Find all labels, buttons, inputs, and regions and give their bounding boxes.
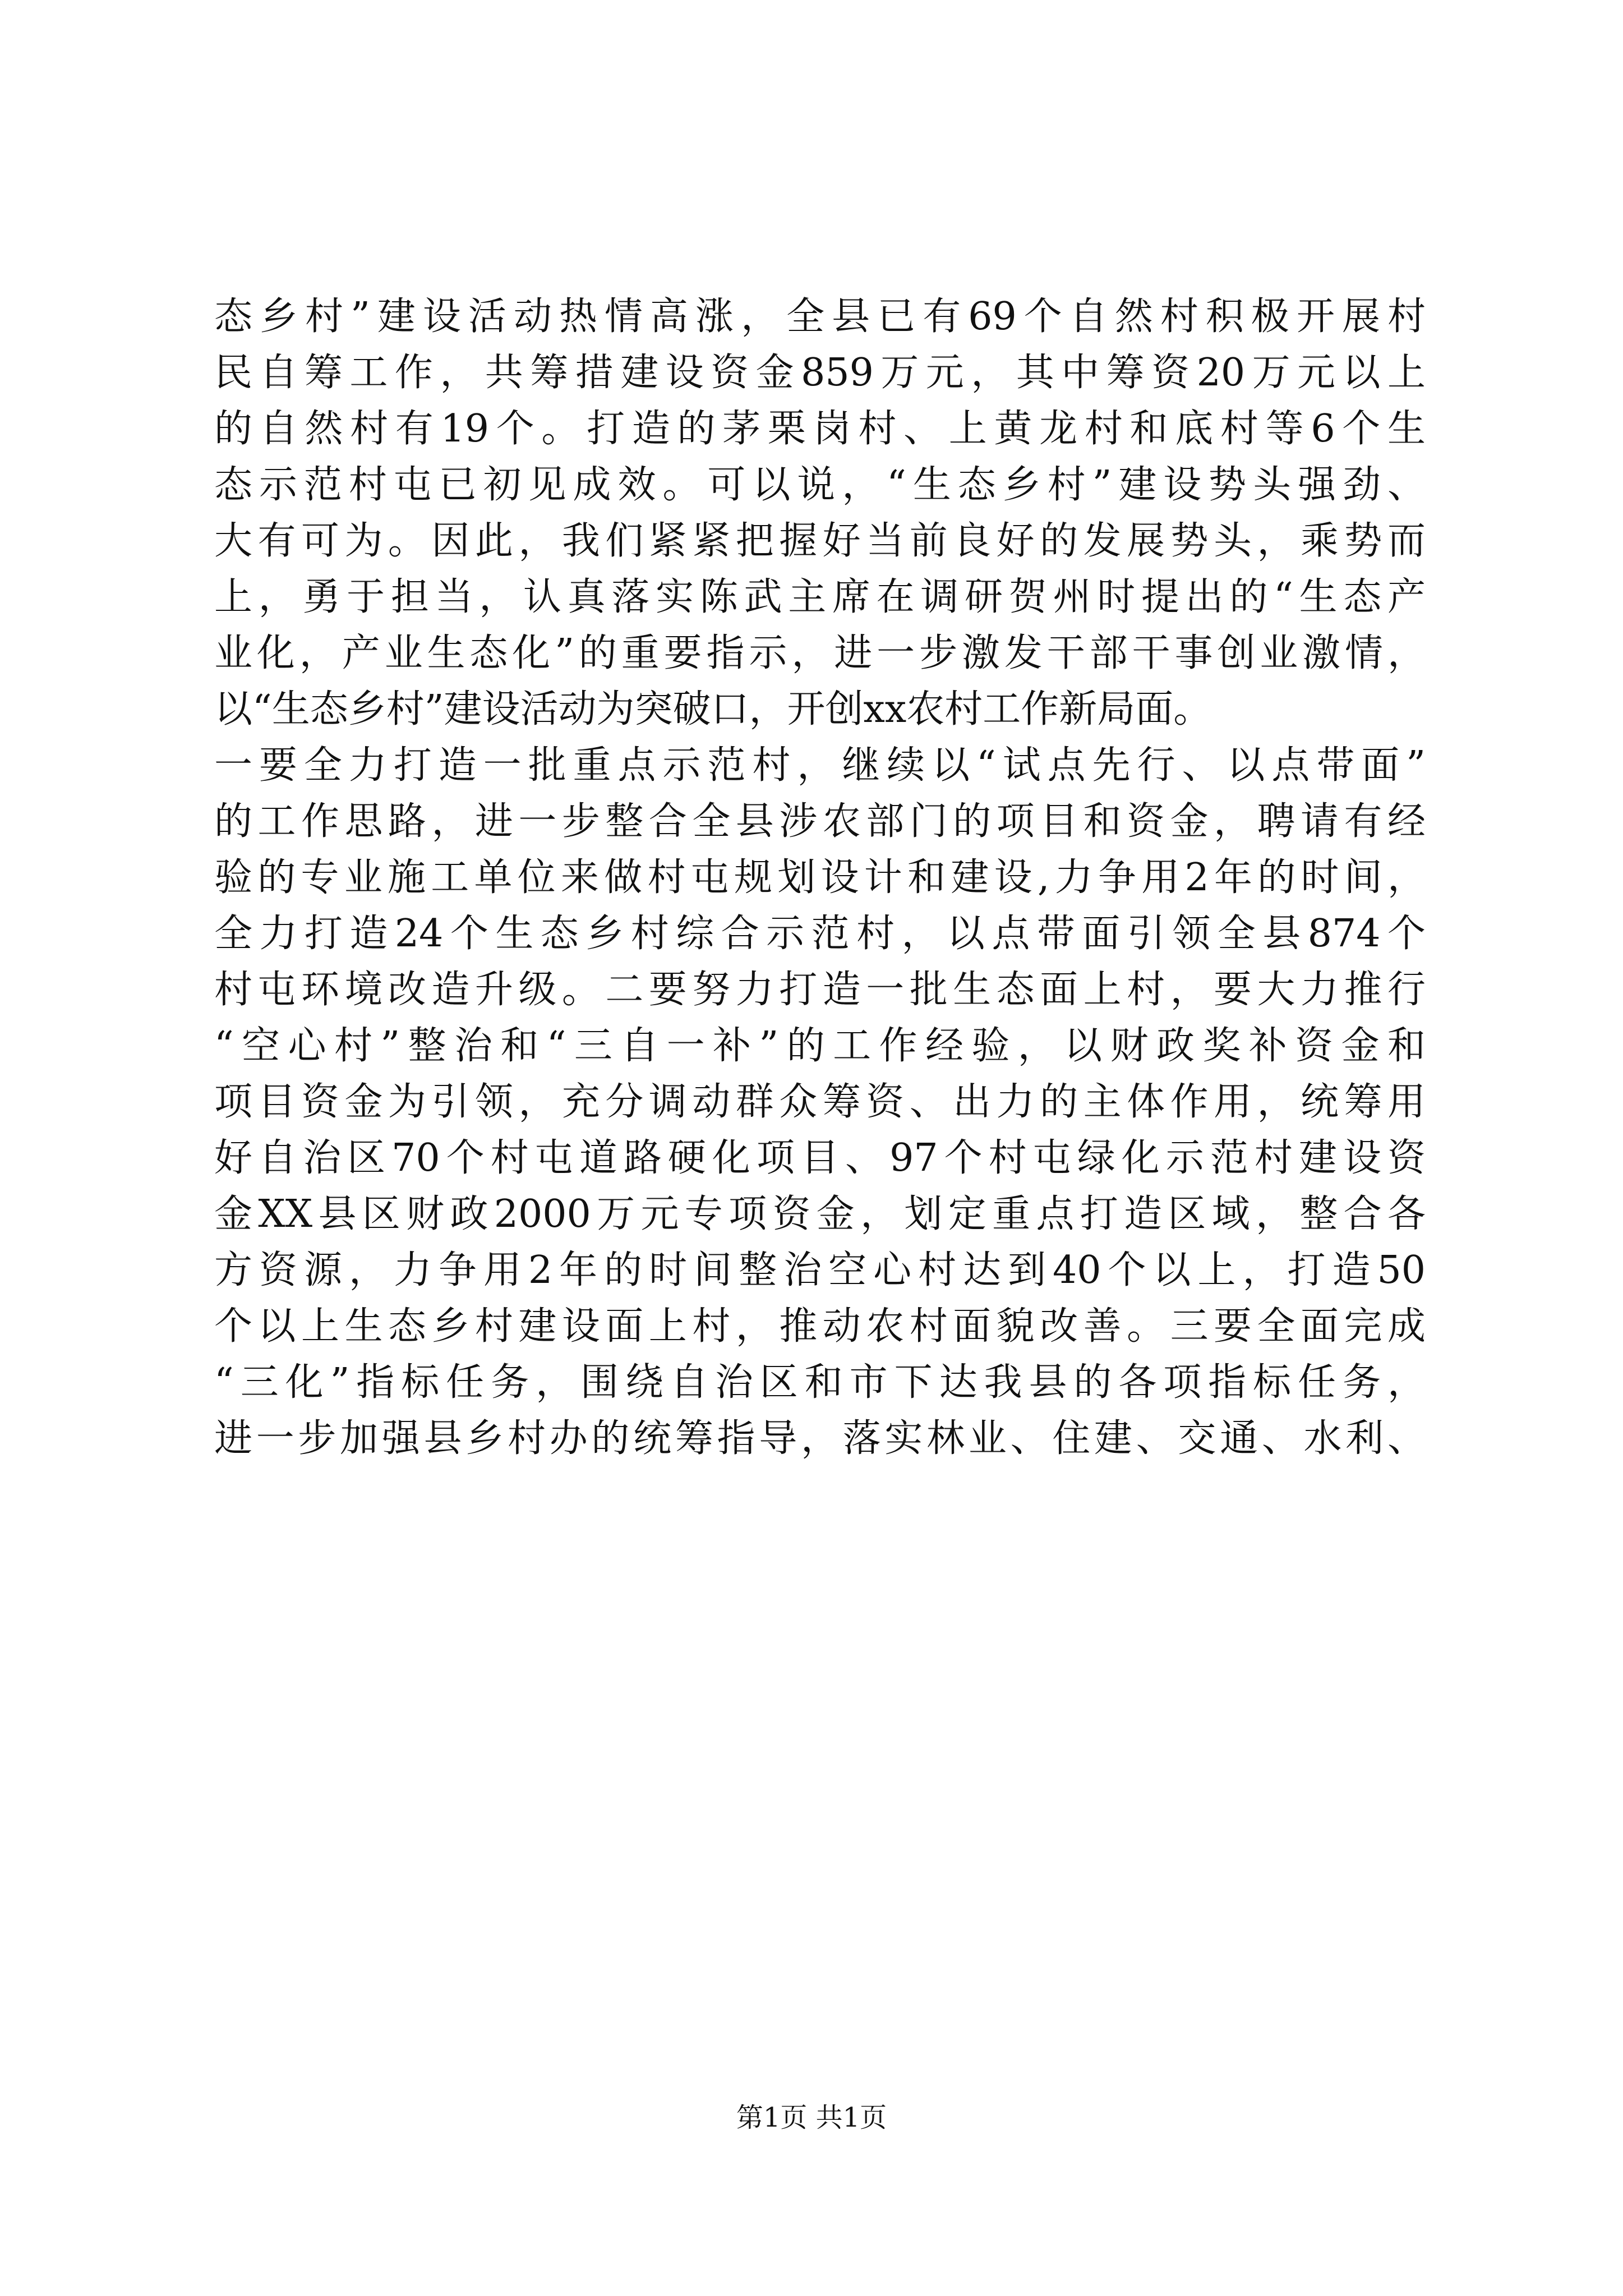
text-line: 验的专业施工单位来做村屯规划设计和建设,力争用2年的时间， xyxy=(214,855,1426,900)
document-body xyxy=(214,289,1426,1467)
text-line: 金XX县区财政2000万元专项资金，划定重点打造区域，整合各 xyxy=(214,1192,1426,1236)
text-line: 民自筹工作，共筹措建设资金859万元，其中筹资20万元以上 xyxy=(214,351,1426,395)
text-line: 的自然村有19个。打造的茅栗岗村、上黄龙村和底村等6个生 xyxy=(214,407,1426,451)
text-line: 一要全力打造一批重点示范村，继续以“试点先行、以点带面” xyxy=(214,743,1426,788)
text-line: 方资源，力争用2年的时间整治空心村达到40个以上，打造50 xyxy=(214,1248,1426,1292)
text-line: 进一步加强县乡村办的统筹指导，落实林业、住建、交通、水利、 xyxy=(214,1416,1426,1461)
page-footer xyxy=(0,2101,1623,2134)
page-number-label: 第1页 共1页 xyxy=(736,2102,887,2133)
text-line: 个以上生态乡村建设面上村，推动农村面貌改善。三要全面完成 xyxy=(214,1304,1426,1349)
text-line: 态乡村”建设活动热情高涨，全县已有69个自然村积极开展村 xyxy=(214,295,1426,339)
text-line: 态示范村屯已初见成效。可以说，“生态乡村”建设势头强劲、 xyxy=(214,463,1426,507)
text-line: 好自治区70个村屯道路硬化项目、97个村屯绿化示范村建设资 xyxy=(214,1136,1426,1180)
text-line: 大有可为。因此，我们紧紧把握好当前良好的发展势头，乘势而 xyxy=(214,519,1426,563)
text-line: 的工作思路，进一步整合全县涉农部门的项目和资金，聘请有经 xyxy=(214,799,1426,844)
text-line: 村屯环境改造升级。二要努力打造一批生态面上村，要大力推行 xyxy=(214,968,1426,1012)
text-line: 业化，产业生态化”的重要指示，进一步激发干部干事创业激情， xyxy=(214,631,1426,675)
text-line: 全力打造24个生态乡村综合示范村，以点带面引领全县874个 xyxy=(214,912,1426,956)
text-line: “空心村”整治和“三自一补”的工作经验，以财政奖补资金和 xyxy=(214,1024,1426,1068)
text-line: 上，勇于担当，认真落实陈武主席在调研贺州时提出的“生态产 xyxy=(214,575,1426,619)
text-line: 以“生态乡村”建设活动为突破口，开创xx农村工作新局面。 xyxy=(214,687,1212,731)
text-line: 项目资金为引领，充分调动群众筹资、出力的主体作用，统筹用 xyxy=(214,1080,1426,1124)
text-line: “三化”指标任务，围绕自治区和市下达我县的各项指标任务， xyxy=(214,1360,1426,1405)
